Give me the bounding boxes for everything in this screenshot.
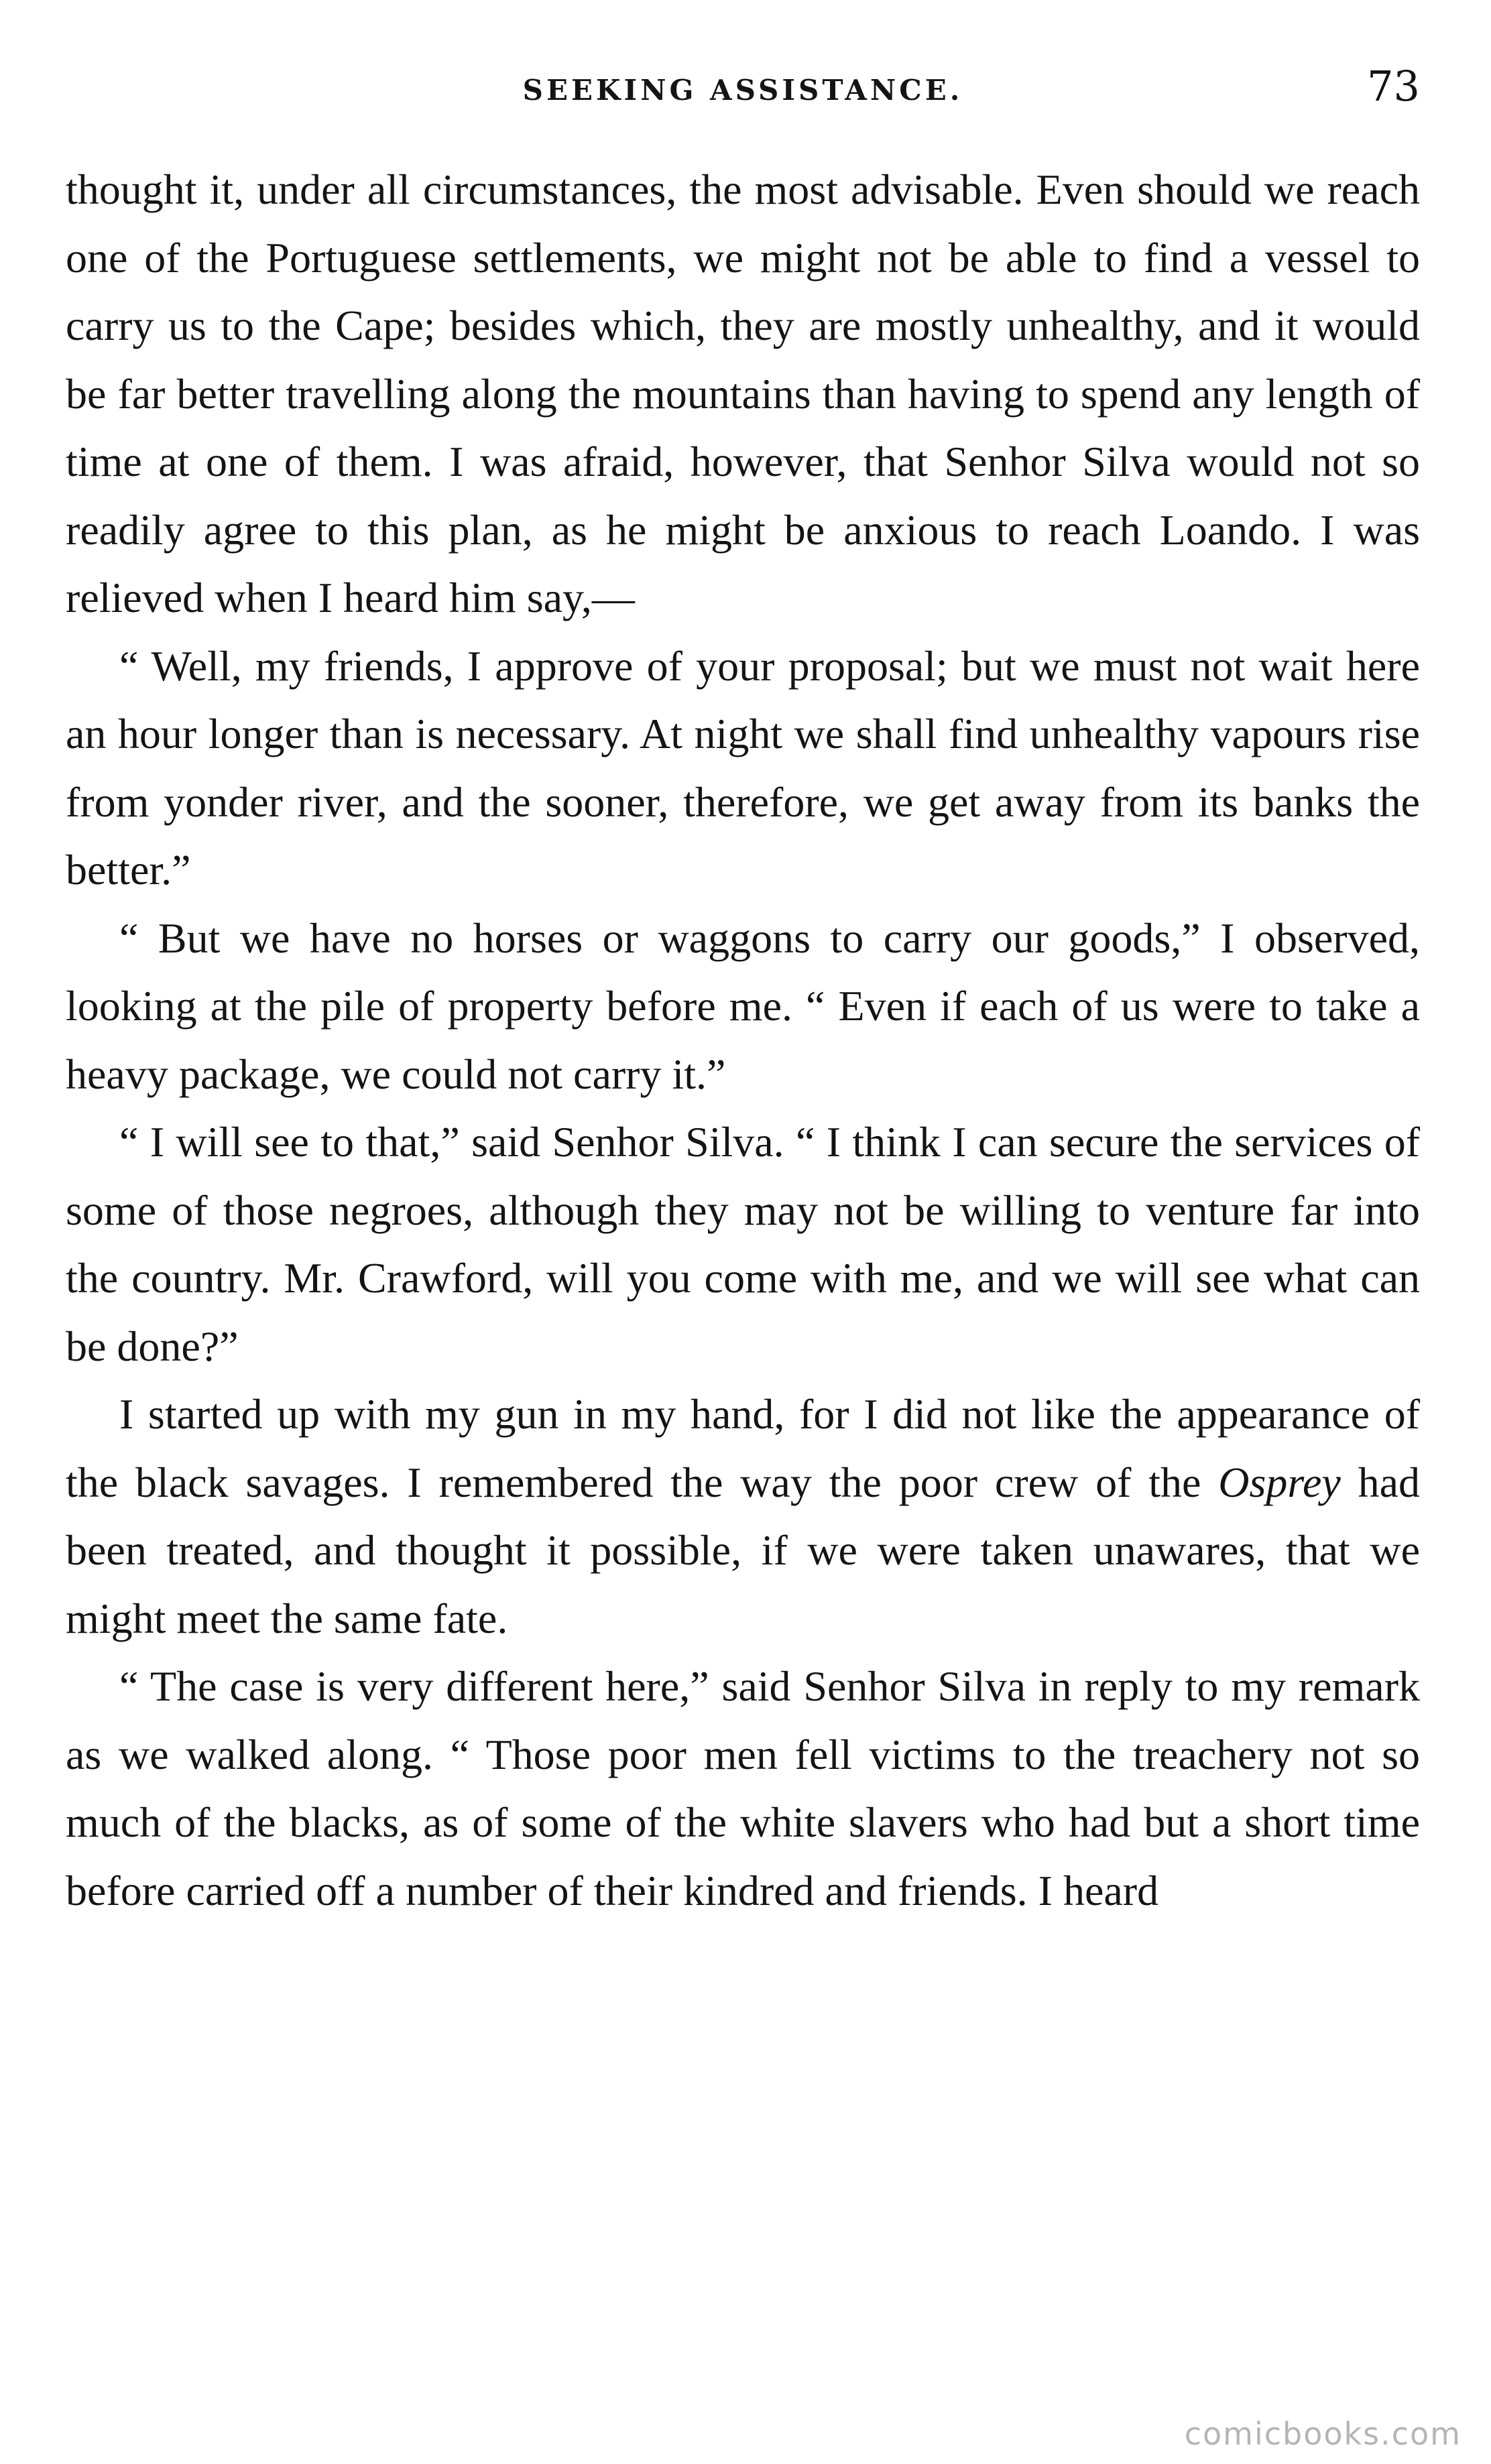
page-number: 73	[1367, 62, 1420, 111]
body-text	[66, 156, 1420, 1924]
paragraph: “ The case is very different here,” said Senhor Silva in reply to my remark as we walked along. “ Those poor men fell victims to the treachery not so much of the blacks, as of some of the white slavers who had but a short time before carried off a number of their kindred and friends. I heard	[66, 1662, 1420, 1914]
paragraph: “ But we have no horses or waggons to carry our goods,” I observed, looking at the pile of property before me. “ Even if each of us were to take a heavy package, we could not carry it.”	[66, 914, 1420, 1098]
paragraph-text: I started up with my gun in my hand, for I did not like the appearance of the black savages. I remembered the way the poor crew of the	[66, 1390, 1420, 1506]
watermark: comicbooks.com	[1184, 2416, 1462, 2452]
running-head	[66, 62, 1420, 135]
ship-name: Osprey	[1218, 1458, 1341, 1506]
running-title: SEEKING ASSISTANCE.	[522, 74, 963, 107]
paragraph: “ Well, my friends, I approve of your proposal; but we must not wait here an hour longer than is necessary. At night we shall find unhealthy vapours rise from yonder river, and the sooner, therefore, we get away from its banks the better.”	[66, 641, 1420, 894]
paragraph	[66, 1380, 1420, 1652]
paragraph: “ I will see to that,” said Senhor Silva. “ I think I can secure the services of some of those negroes, although they may not be willing to venture far into the country. Mr. Crawford, will you come with me, and we will see what can be done?”	[66, 1118, 1420, 1370]
paragraph-text: had been treated, and thought it possible, if we were taken unawares, that we might meet the same fate.	[66, 1458, 1421, 1642]
paragraph-continued: thought it, under all circumstances, the most advisable. Even should we reach one of the Portuguese settlements, we might not be able to find a vessel to carry us to the Cape; besides which, they are mostly unhealthy, and it would be far better travelling along the mountains than having to spend any length of time at one of them. I was afraid, however, that Senhor Silva would not so readily agree to this plan, as he might be anxious to reach Loando. I was relieved when I heard him say,—	[66, 166, 1420, 621]
